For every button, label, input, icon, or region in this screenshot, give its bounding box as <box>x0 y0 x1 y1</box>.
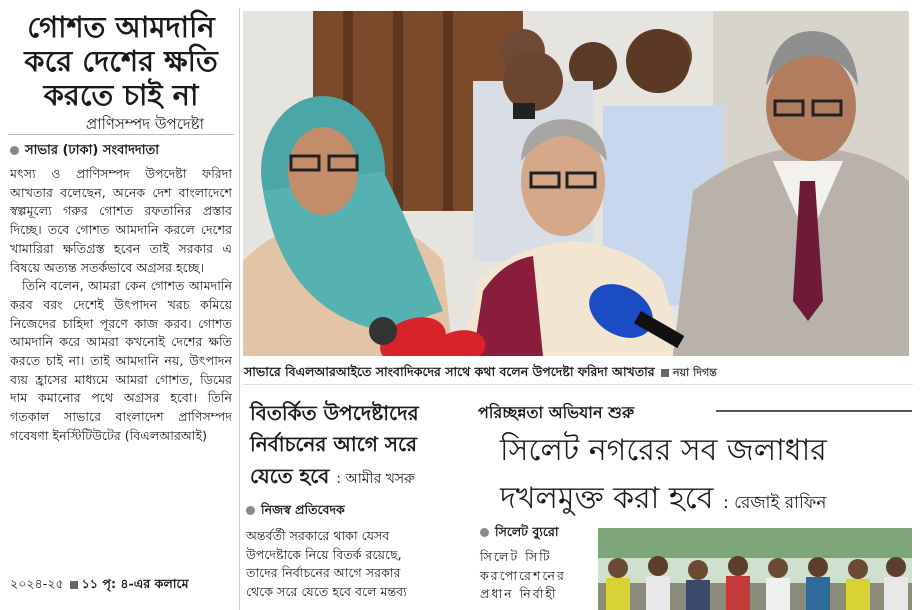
right-quote-source: : রেজাই রাফিন <box>722 493 827 513</box>
middle-byline-text: নিজস্ব প্রতিবেদক <box>261 502 345 517</box>
middle-headline-line-3 <box>250 462 415 495</box>
photo-credit: নয়া দিগন্ত <box>673 366 717 379</box>
square-icon <box>661 369 669 377</box>
right-headline-line-2 <box>500 474 826 525</box>
middle-quote-source: : আমীর খসরু <box>336 471 415 487</box>
left-byline <box>10 141 159 162</box>
bullet-icon <box>246 506 255 515</box>
middle-headline-line-1: বিতর্কিত উপদেষ্টাদের <box>250 401 419 425</box>
right-kicker: পরিচ্ছন্নতা অভিযান শুরু <box>478 403 635 422</box>
left-subhead: প্রাণিসম্পদ উপদেষ্টা <box>86 115 204 133</box>
photo-illustration <box>243 11 909 356</box>
jump-link[interactable]: ১১ পৃ: ৪-এর কলামে <box>81 576 189 591</box>
left-end-line <box>10 576 189 596</box>
right-byline <box>480 524 558 544</box>
middle-body-line: উপদেষ্টাকে নিয়ে বিতর্ক রয়েছে, <box>246 546 402 562</box>
photo-caption <box>244 364 717 384</box>
right-body-line: সিলেট সিটি <box>480 549 552 564</box>
middle-body-line: থেকে সরে যেতে হবে বলে মন্তব্য <box>246 584 407 600</box>
middle-headline-line-3-text: যেতে হবে <box>250 464 330 488</box>
secondary-photo <box>598 528 912 610</box>
left-end-text: ২০২৪-২৫ <box>10 576 64 591</box>
left-body <box>10 165 232 446</box>
left-paragraph-2: তিনি বলেন, আমরা কেন গোশত আমদানি করব বরং দেশেই উৎপাদন খরচ কমিয়ে নিজেদের চাহিদা পূরণে কাজ করব। গোশত আমদানি করে আমরা কখনোই দেশের ক্ষতি করতে চাই না। তাই আমদানি নয়, উৎপাদন ব্যয় হ্রাসের মাধ্যমে আমরা গোশত, ডিমের দাম কমানোর পথে অগ্রসর হবো। তিনি গতকাল সাভারে বাংলাদেশ প্রাণিসম্পদ গবেষণা ইনস্টিটিউটের (বিএলআরআই) <box>10 278 232 443</box>
right-headline-line-1: সিলেট নগরের সব জলাধার <box>500 433 827 468</box>
middle-headline-line-2: নির্বাচনের আগে সরে <box>250 432 418 456</box>
middle-body <box>246 527 468 602</box>
bullet-icon <box>10 146 19 155</box>
kicker-rule <box>716 410 912 412</box>
right-byline-text: সিলেট ব্যুরো <box>495 524 559 539</box>
secondary-photo-illustration <box>598 528 912 610</box>
right-body-line: করপোরেশনের <box>480 567 566 583</box>
middle-byline <box>246 502 345 522</box>
right-body <box>480 548 590 604</box>
middle-body-line: অন্তর্বর্তী সরকারে থাকা যেসব <box>246 528 390 543</box>
left-headline: গোশত আমদানি করে দেশের ক্ষতি করতে চাই না <box>24 10 218 112</box>
middle-body-line: তাদের নির্বাচনের আগে সরকার <box>246 565 401 581</box>
news-photo <box>243 11 909 356</box>
square-icon <box>70 581 78 589</box>
right-headline-line-2-text: দখলমুক্ত করা হবে <box>500 481 714 516</box>
caption-divider <box>243 384 913 385</box>
left-paragraph-1: মৎস্য ও প্রাণিসম্পদ উপদেষ্টা ফরিদা আখতার বলেছেন, অনেক দেশ বাংলাদেশে স্বল্পমূল্যে গরুর গোশত রফতানির প্রস্তাব দিচ্ছে। তবে গোশত আমদানি করলে দেশের খামারিরা ক্ষতিগ্রস্ত হবেন তাই সরকার এ বিষয়ে অত্যন্ত সতর্কভাবে অগ্রসর হচ্ছে। <box>10 166 232 275</box>
left-byline-text: সাভার (ঢাকা) সংবাদদাতা <box>25 143 160 158</box>
left-divider <box>8 134 234 135</box>
bullet-icon <box>480 528 489 537</box>
right-body-line: প্রধান নির্বাহী <box>480 586 558 601</box>
column-divider <box>239 8 240 610</box>
caption-text: সাভারে বিএলআরআইতে সাংবাদিকদের সাথে কথা বলেন উপদেষ্টা ফরিদা আখতার <box>244 364 655 379</box>
